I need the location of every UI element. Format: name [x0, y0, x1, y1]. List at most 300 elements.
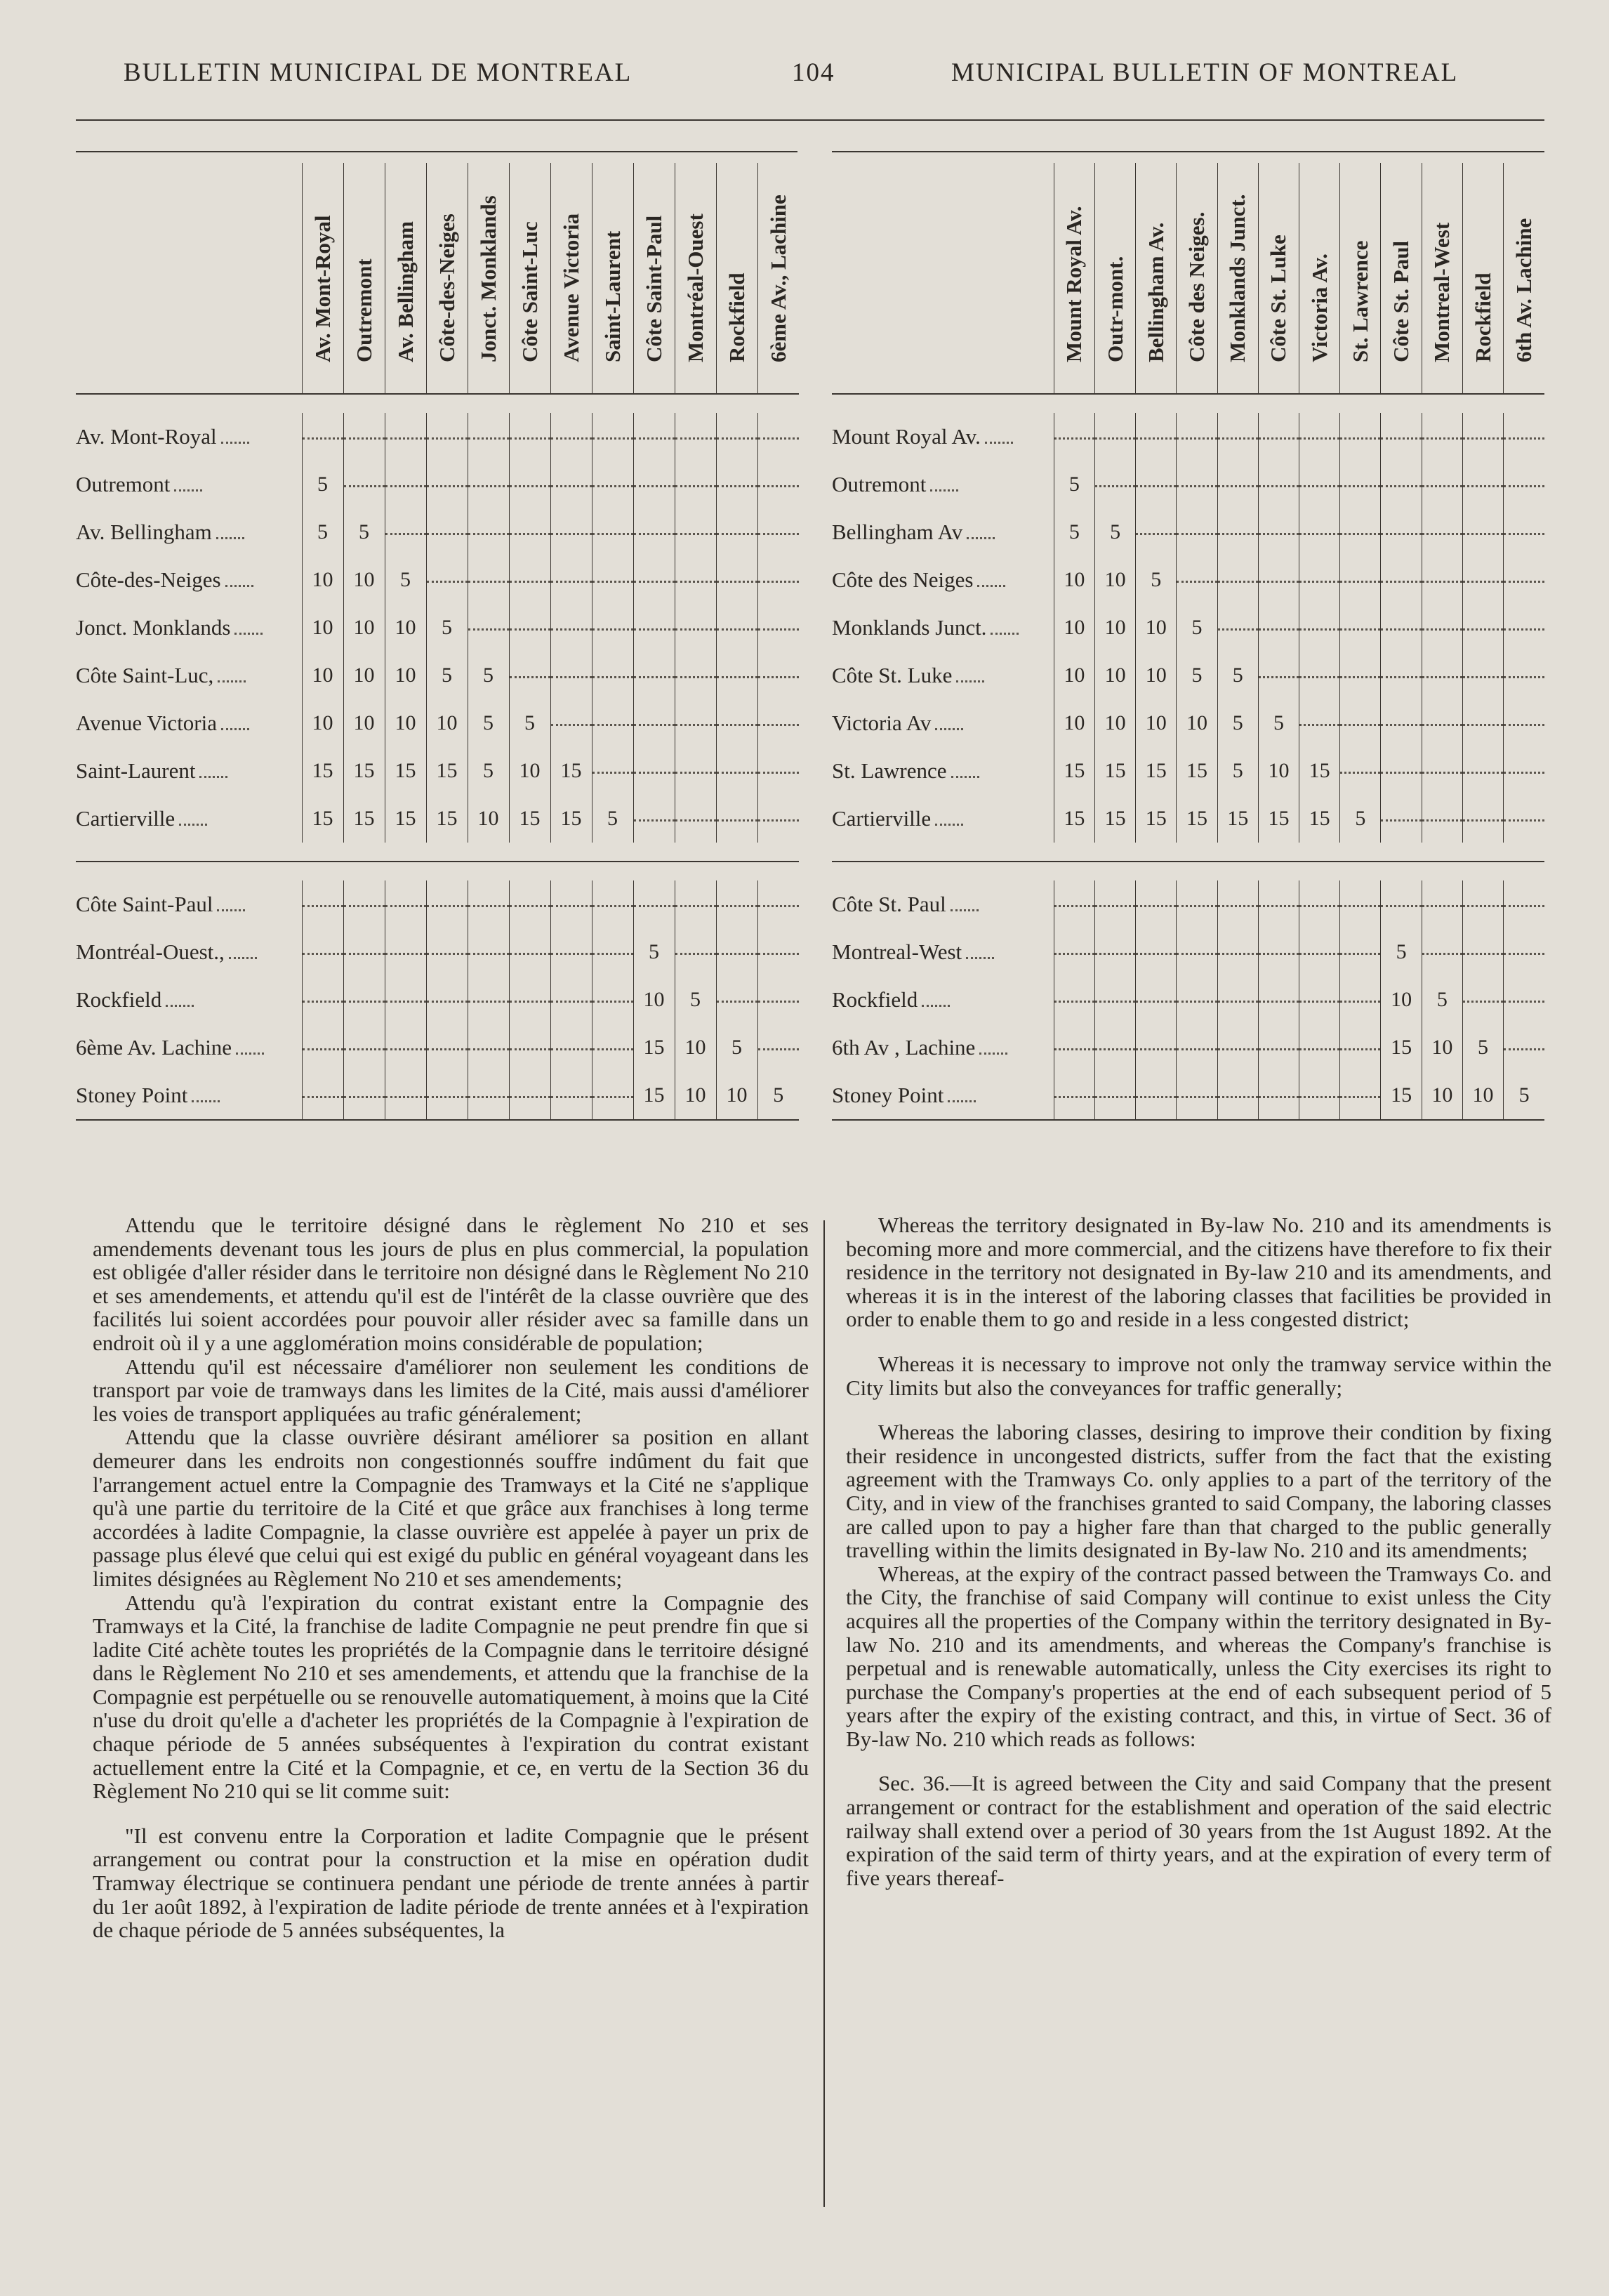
fare-cell: [1422, 461, 1462, 508]
fare-cell: [468, 1024, 509, 1071]
fare-cell: [1136, 928, 1177, 976]
fare-cell: [426, 461, 468, 508]
fare-cell: [1462, 928, 1503, 976]
fare-cell: [468, 976, 509, 1024]
fare-cell: [757, 604, 799, 652]
dot-leader: [675, 533, 716, 535]
dot-leader: [634, 905, 675, 907]
table-row: [832, 461, 1544, 508]
row-name: [832, 556, 1054, 604]
row-name: [76, 413, 302, 461]
dot-leader: [1177, 1096, 1217, 1098]
dot-leader: [1218, 485, 1258, 487]
fare-cell: [592, 461, 633, 508]
dot-leader: [717, 819, 757, 822]
fare-cell: [1299, 1024, 1340, 1071]
fare-cell: [675, 880, 716, 928]
fare-cell: [716, 652, 757, 699]
fare-cell: [1422, 652, 1462, 699]
dot-leader: [1504, 953, 1544, 955]
fare-cell: 10: [1094, 699, 1135, 747]
row-name-label: Côte Saint-Paul: [76, 892, 213, 916]
dot-leader: [758, 724, 800, 726]
fare-cell: [633, 880, 675, 928]
dot-leader: [468, 437, 509, 440]
fare-cell: 10: [716, 1071, 757, 1120]
fare-cell: [1381, 556, 1422, 604]
dot-leader: [967, 537, 995, 539]
fare-cell: [633, 556, 675, 604]
fare-cell: 10: [633, 976, 675, 1024]
dot-leader: [675, 724, 716, 726]
row-name-label: Côte St. Paul: [832, 892, 946, 916]
fare-cell: [633, 461, 675, 508]
dot-leader: [1381, 772, 1421, 774]
fare-cell: 10: [1054, 556, 1094, 604]
fare-cell: 15: [385, 795, 426, 843]
row-name-label: Stoney Point: [76, 1083, 188, 1107]
fare-cell: [1217, 461, 1258, 508]
fare-cell: [1381, 461, 1422, 508]
fare-cell: [1094, 413, 1135, 461]
fare-cell: 5: [343, 508, 385, 556]
fare-cell: 5: [1177, 652, 1217, 699]
fare-cell: [633, 699, 675, 747]
dot-leader: [174, 489, 202, 491]
dot-leader: [1095, 437, 1135, 440]
fare-cell: [1340, 976, 1381, 1024]
column-header: [1422, 163, 1462, 394]
dot-leader: [758, 485, 800, 487]
dot-leader: [510, 953, 550, 955]
fare-cell: [468, 556, 509, 604]
fare-cell: [343, 413, 385, 461]
fare-cell: [1340, 880, 1381, 928]
fare-cell: [343, 880, 385, 928]
en-paragraph-1: Whereas the territory designated in By-law No. 210 and its amendments is becoming more and more commercial, and the citizens have therefore to fix their residence in the territory not designated in By-law 210 and its amendments, and whereas it is in the interest of the laboring classes that facilities be provided in order to enable them to go and reside in a less congested district;: [846, 1213, 1551, 1332]
fare-cell: [1217, 1071, 1258, 1120]
table-row: [76, 413, 799, 461]
dot-leader: [1299, 628, 1339, 631]
dot-leader: [634, 533, 675, 535]
table-row: [832, 652, 1544, 699]
dot-leader: [468, 1096, 509, 1098]
dot-leader: [510, 905, 550, 907]
fare-cell: [1340, 413, 1381, 461]
dot-leader: [303, 905, 343, 907]
dot-leader: [1299, 676, 1339, 678]
table-row: [832, 1024, 1544, 1071]
dot-leader: [1218, 1001, 1258, 1003]
fare-cell: [550, 1071, 592, 1120]
fare-cell: [1136, 1071, 1177, 1120]
row-label-header: [832, 163, 1054, 394]
dot-leader: [1504, 905, 1544, 907]
fare-cell: [343, 976, 385, 1024]
column-header: [1177, 163, 1217, 394]
fare-cell: 10: [468, 795, 509, 843]
fare-cell: [757, 928, 799, 976]
fare-cell: [675, 556, 716, 604]
fare-cell: 10: [302, 556, 343, 604]
table-row: [76, 928, 799, 976]
fare-cell: [1504, 652, 1544, 699]
dot-leader: [303, 1048, 343, 1050]
column-header-label: Montreal-West: [1429, 222, 1455, 362]
dot-leader: [1218, 628, 1258, 631]
fare-cell: [1462, 880, 1503, 928]
fare-cell: 15: [343, 795, 385, 843]
dot-leader: [510, 676, 550, 678]
fare-cell: [1054, 413, 1094, 461]
dot-leader: [675, 953, 716, 955]
dot-leader: [758, 953, 800, 955]
dot-leader: [1299, 581, 1339, 583]
row-name-label: Montréal-Ouest.,: [76, 939, 225, 964]
fare-cell: [550, 1024, 592, 1071]
fare-cell: 10: [675, 1024, 716, 1071]
column-header-label: Côte des Neiges.: [1184, 211, 1209, 362]
dot-leader: [1299, 1096, 1339, 1098]
table-row: [76, 508, 799, 556]
dot-leader: [221, 442, 249, 444]
dot-leader: [192, 1100, 220, 1102]
fare-cell: 5: [1217, 652, 1258, 699]
column-header: [343, 163, 385, 394]
dot-leader: [385, 1048, 426, 1050]
row-name-label: Côte St. Luke: [832, 663, 953, 687]
dot-leader: [427, 953, 468, 955]
dot-leader: [1340, 1001, 1380, 1003]
dot-leader: [1340, 724, 1380, 726]
fare-cell: 15: [633, 1071, 675, 1120]
dot-leader: [1218, 437, 1258, 440]
dot-leader: [303, 953, 343, 955]
fare-cell: [1217, 976, 1258, 1024]
fare-cell: [1094, 461, 1135, 508]
row-name: [832, 928, 1054, 976]
fare-cell: [550, 413, 592, 461]
fare-cell: [1462, 604, 1503, 652]
fare-cell: [1177, 461, 1217, 508]
fare-cell: 10: [1422, 1024, 1462, 1071]
fare-cell: 5: [1462, 1024, 1503, 1071]
dot-leader: [1259, 1096, 1299, 1098]
row-name: [76, 556, 302, 604]
dot-leader: [1299, 485, 1339, 487]
fare-cell: [757, 508, 799, 556]
fare-cell: 15: [633, 1024, 675, 1071]
dot-leader: [675, 772, 716, 774]
fare-cell: 5: [468, 699, 509, 747]
fare-cell: [1258, 461, 1299, 508]
dot-leader: [1299, 724, 1339, 726]
dot-leader: [1259, 628, 1299, 631]
dot-leader: [1422, 676, 1462, 678]
fare-cell: 5: [468, 747, 509, 795]
fare-cell: 5: [675, 976, 716, 1024]
dot-leader: [1381, 905, 1421, 907]
dot-leader: [1299, 1001, 1339, 1003]
fare-cell: 15: [1094, 747, 1135, 795]
fare-cell: [1258, 556, 1299, 604]
dot-leader: [551, 953, 592, 955]
fare-cell: 15: [1381, 1024, 1422, 1071]
french-text-column: [93, 1213, 809, 1942]
fare-cell: [302, 413, 343, 461]
dot-leader: [717, 437, 757, 440]
fare-cell: [592, 880, 633, 928]
dot-leader: [758, 1001, 800, 1003]
fare-cell: [1177, 880, 1217, 928]
fare-cell: 10: [302, 604, 343, 652]
fare-cell: [592, 508, 633, 556]
fare-cell: 10: [302, 652, 343, 699]
fare-cell: [1422, 699, 1462, 747]
dot-leader: [717, 1001, 757, 1003]
fare-cell: [675, 508, 716, 556]
dot-leader: [935, 728, 963, 730]
fare-cell: 15: [550, 747, 592, 795]
row-name: [76, 928, 302, 976]
dot-leader: [468, 533, 509, 535]
fare-cell: [1258, 976, 1299, 1024]
row-name: [76, 795, 302, 843]
fare-cell: [716, 880, 757, 928]
table-row: [832, 976, 1544, 1024]
table-row: [832, 880, 1544, 928]
column-header-label: Bellingham Av.: [1143, 222, 1168, 362]
fare-cell: [1217, 508, 1258, 556]
fare-cell: [1177, 556, 1217, 604]
dot-leader: [758, 676, 800, 678]
row-name: [832, 461, 1054, 508]
row-name: [832, 508, 1054, 556]
dot-leader: [1218, 905, 1258, 907]
dot-leader: [1463, 581, 1503, 583]
fare-cell: [633, 508, 675, 556]
row-label-header: [76, 163, 302, 394]
dot-leader: [1054, 905, 1094, 907]
table-row: [832, 413, 1544, 461]
row-name-label: Avenue Victoria: [76, 711, 218, 735]
dot-leader: [1340, 581, 1380, 583]
fare-cell: [1340, 699, 1381, 747]
dot-leader: [1299, 437, 1339, 440]
fare-cell: 10: [1258, 747, 1299, 795]
dot-leader: [344, 485, 385, 487]
fare-cell: [1094, 880, 1135, 928]
fare-cell: [716, 461, 757, 508]
fare-cell: 15: [509, 795, 550, 843]
fare-cell: [302, 928, 343, 976]
column-header-label: Côte St. Luke: [1266, 235, 1291, 362]
fare-cell: [716, 928, 757, 976]
row-name: [832, 652, 1054, 699]
fare-cell: [550, 880, 592, 928]
dot-leader: [1504, 1001, 1544, 1003]
dot-leader: [634, 437, 675, 440]
dot-leader: [758, 437, 800, 440]
fare-cell: [1136, 976, 1177, 1024]
dot-leader: [1463, 485, 1503, 487]
fare-cell: [550, 461, 592, 508]
column-header-label: Outr-mont.: [1102, 256, 1127, 362]
column-header-label: Monklands Junct.: [1225, 194, 1250, 362]
fare-cell: 5: [426, 604, 468, 652]
fare-cell: [592, 556, 633, 604]
dot-leader: [1054, 1001, 1094, 1003]
dot-leader: [217, 909, 245, 911]
dot-leader: [385, 485, 426, 487]
row-name: [832, 747, 1054, 795]
fare-cell: [1217, 556, 1258, 604]
dot-leader: [979, 1053, 1007, 1055]
fare-cell: [1136, 1024, 1177, 1071]
fare-cell: [1422, 604, 1462, 652]
fare-cell: [343, 461, 385, 508]
fare-cell: 10: [302, 699, 343, 747]
fare-cell: [757, 795, 799, 843]
dot-leader: [634, 581, 675, 583]
row-name-label: Cartierville: [76, 806, 176, 831]
table-row: [76, 795, 799, 843]
column-header-label: Victoria Av.: [1306, 253, 1332, 362]
dot-leader: [1340, 628, 1380, 631]
dot-leader: [510, 533, 550, 535]
dot-leader: [1259, 437, 1299, 440]
table-row: [76, 976, 799, 1024]
dot-leader: [1463, 819, 1503, 822]
column-header-label: Mount Royal Av.: [1061, 206, 1087, 362]
fare-cell: [1504, 556, 1544, 604]
fare-cell: [550, 652, 592, 699]
dot-leader: [1340, 676, 1380, 678]
dot-leader: [966, 957, 994, 959]
dot-leader: [592, 772, 633, 774]
fare-cell: 10: [385, 652, 426, 699]
section-divider-row: [832, 862, 1544, 880]
dot-leader: [592, 581, 633, 583]
fare-cell: [1299, 699, 1340, 747]
dot-leader: [510, 628, 550, 631]
fare-cell: [633, 795, 675, 843]
fare-cell: [1504, 928, 1544, 976]
fare-cell: [1504, 699, 1544, 747]
dot-leader: [199, 776, 227, 778]
column-header: [716, 163, 757, 394]
table-row: [76, 461, 799, 508]
header-rule: [76, 119, 1544, 121]
fare-cell: 10: [385, 699, 426, 747]
fare-cell: 10: [1136, 652, 1177, 699]
dot-leader: [922, 1005, 950, 1007]
fare-cell: [1258, 1024, 1299, 1071]
dot-leader: [1504, 485, 1544, 487]
fare-cell: 15: [1177, 795, 1217, 843]
row-name: [832, 795, 1054, 843]
dot-leader: [758, 1048, 800, 1050]
row-name: [76, 880, 302, 928]
dot-leader: [717, 772, 757, 774]
dot-leader: [1381, 628, 1421, 631]
dot-leader: [166, 1005, 194, 1007]
dot-leader: [1381, 581, 1421, 583]
dot-leader: [1259, 485, 1299, 487]
column-header-label: Côte-des-Neiges: [434, 213, 459, 362]
dot-leader: [229, 957, 257, 959]
dot-leader: [551, 905, 592, 907]
dot-leader: [427, 437, 468, 440]
dot-leader: [385, 1001, 426, 1003]
fare-cell: 15: [426, 747, 468, 795]
fare-cell: [757, 413, 799, 461]
dot-leader: [758, 905, 800, 907]
fare-cell: [716, 747, 757, 795]
fare-cell: [1462, 699, 1503, 747]
table-row: [76, 880, 799, 928]
dot-leader: [1463, 676, 1503, 678]
dot-leader: [1177, 905, 1217, 907]
dot-leader: [1054, 437, 1094, 440]
row-name-label: Victoria Av: [832, 711, 932, 735]
dot-leader: [1340, 1096, 1380, 1098]
spacer-cell: [832, 843, 1544, 862]
dot-leader: [551, 1001, 592, 1003]
dot-leader: [551, 1096, 592, 1098]
fare-cell: [1340, 1071, 1381, 1120]
fare-cell: [592, 928, 633, 976]
fare-cell: [1340, 747, 1381, 795]
row-name-label: Rockfield: [832, 987, 918, 1012]
fare-cell: [1136, 508, 1177, 556]
fare-cell: [385, 880, 426, 928]
table-row: [76, 747, 799, 795]
dot-leader: [991, 633, 1019, 635]
fare-cell: [385, 976, 426, 1024]
fare-cell: [550, 699, 592, 747]
fare-cell: [385, 1024, 426, 1071]
dot-leader: [468, 1048, 509, 1050]
fare-cell: 5: [1136, 556, 1177, 604]
fare-cell: 5: [592, 795, 633, 843]
table-row: [832, 508, 1544, 556]
dot-leader: [1340, 905, 1380, 907]
spacer-row: [832, 394, 1544, 413]
fare-cell: [716, 413, 757, 461]
row-name-label: Outremont: [76, 472, 171, 496]
dot-leader: [510, 1001, 550, 1003]
fare-cell: [426, 1024, 468, 1071]
table-row: [76, 1071, 799, 1120]
dot-leader: [218, 680, 246, 682]
fare-cell: [1299, 413, 1340, 461]
fare-cell: [1136, 880, 1177, 928]
fare-cell: [1462, 795, 1503, 843]
dot-leader: [1299, 533, 1339, 535]
dot-leader: [1218, 581, 1258, 583]
fare-cell: [1381, 604, 1422, 652]
spacer-cell: [76, 1120, 799, 1128]
column-header-label: Av. Bellingham: [392, 221, 418, 362]
column-header: [1094, 163, 1135, 394]
fare-cell: [426, 508, 468, 556]
fare-cell: [1094, 976, 1135, 1024]
dot-leader: [179, 824, 207, 826]
dot-leader: [385, 1096, 426, 1098]
column-header: [550, 163, 592, 394]
dot-leader: [510, 437, 550, 440]
